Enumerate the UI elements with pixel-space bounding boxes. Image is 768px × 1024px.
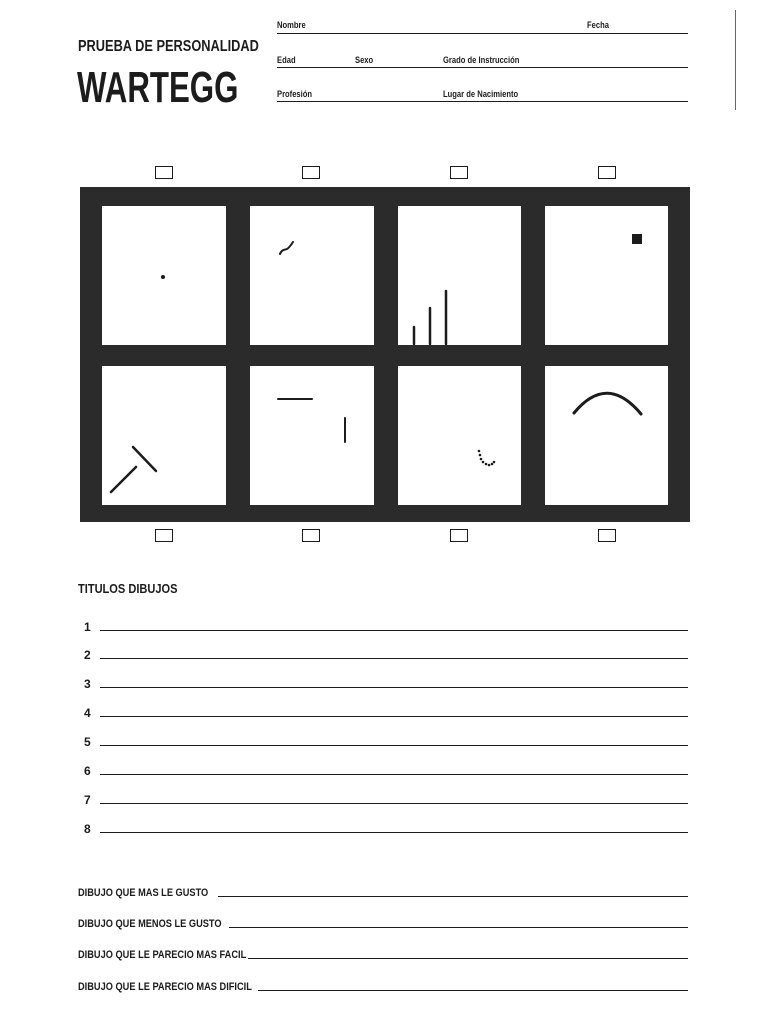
scan-edge-line [735,10,736,110]
order-checkbox-3[interactable] [450,166,468,179]
order-checkbox-7[interactable] [450,529,468,542]
title-line-7[interactable] [100,803,688,804]
order-checkbox-8[interactable] [598,529,616,542]
nombre-fecha-field[interactable] [277,33,688,34]
title-line-8[interactable] [100,832,688,833]
title-number: 7 [84,793,91,807]
arc-dot [479,454,482,457]
lugar-nacimiento-label: Lugar de Nacimiento [443,89,519,100]
dot-stimulus [161,275,165,279]
profesion-lugar-field[interactable] [277,101,688,102]
arc-dot [480,458,483,461]
order-checkbox-6[interactable] [302,529,320,542]
sexo-label: Sexo [355,55,374,66]
title-number: 3 [84,677,91,691]
stimulus-box-6 [250,366,374,505]
arc-dot [482,461,485,464]
drawing-area-2[interactable] [250,206,374,345]
stimulus-box-3 [398,206,521,345]
answer-line-hardest[interactable] [258,990,688,991]
question-most-liked: DIBUJO QUE MAS LE GUSTO [78,887,209,899]
title-number: 5 [84,735,91,749]
order-checkbox-1[interactable] [155,166,173,179]
title-number: 8 [84,822,91,836]
stimulus-box-7 [398,366,521,505]
title-line-6[interactable] [100,774,688,775]
stimulus-box-1 [102,206,226,345]
profesion-label: Profesión [277,89,313,100]
drawing-area-8[interactable] [545,366,668,505]
stimulus-box-4 [545,206,668,345]
titulos-heading: TITULOS DIBUJOS [78,581,178,596]
drawing-area-3[interactable] [398,206,521,345]
form-title: WARTEGG [77,63,239,112]
title-line-2[interactable] [100,658,688,659]
order-checkbox-5[interactable] [155,529,173,542]
arc-dot [488,464,491,467]
drawing-area-6[interactable] [250,366,374,505]
stimulus-box-2 [250,206,374,345]
title-line-1[interactable] [100,630,688,631]
nombre-label: Nombre [277,20,306,31]
title-number: 1 [84,620,91,634]
fecha-label: Fecha [587,20,609,31]
title-line-4[interactable] [100,716,688,717]
edad-label: Edad [277,55,296,66]
answer-line-most-liked[interactable] [218,896,688,897]
title-number: 4 [84,706,91,720]
title-number: 2 [84,648,91,662]
question-easiest: DIBUJO QUE LE PARECIO MAS FACIL [78,949,247,961]
title-line-5[interactable] [100,745,688,746]
drawing-area-4[interactable] [545,206,668,345]
answer-line-easiest[interactable] [248,958,688,959]
arc-dot [491,463,494,466]
edad-sexo-grado-field[interactable] [277,67,688,68]
title-line-3[interactable] [100,687,688,688]
arc-dot [493,461,496,464]
arc-dot [485,463,488,466]
order-checkbox-2[interactable] [302,166,320,179]
drawing-area-7[interactable] [398,366,521,505]
stimulus-frame [80,187,690,522]
answer-line-least-liked[interactable] [229,927,688,928]
stimulus-box-8 [545,366,668,505]
question-least-liked: DIBUJO QUE MENOS LE GUSTO [78,918,222,930]
form-subtitle: PRUEBA DE PERSONALIDAD [78,38,259,55]
arc-dot [478,450,481,453]
question-hardest: DIBUJO QUE LE PARECIO MAS DIFICIL [78,981,252,993]
order-checkbox-4[interactable] [598,166,616,179]
grado-instruccion-label: Grado de Instrucción [443,55,520,66]
title-number: 6 [84,764,91,778]
stimulus-box-5 [102,366,226,505]
small-square-stimulus [632,234,642,244]
